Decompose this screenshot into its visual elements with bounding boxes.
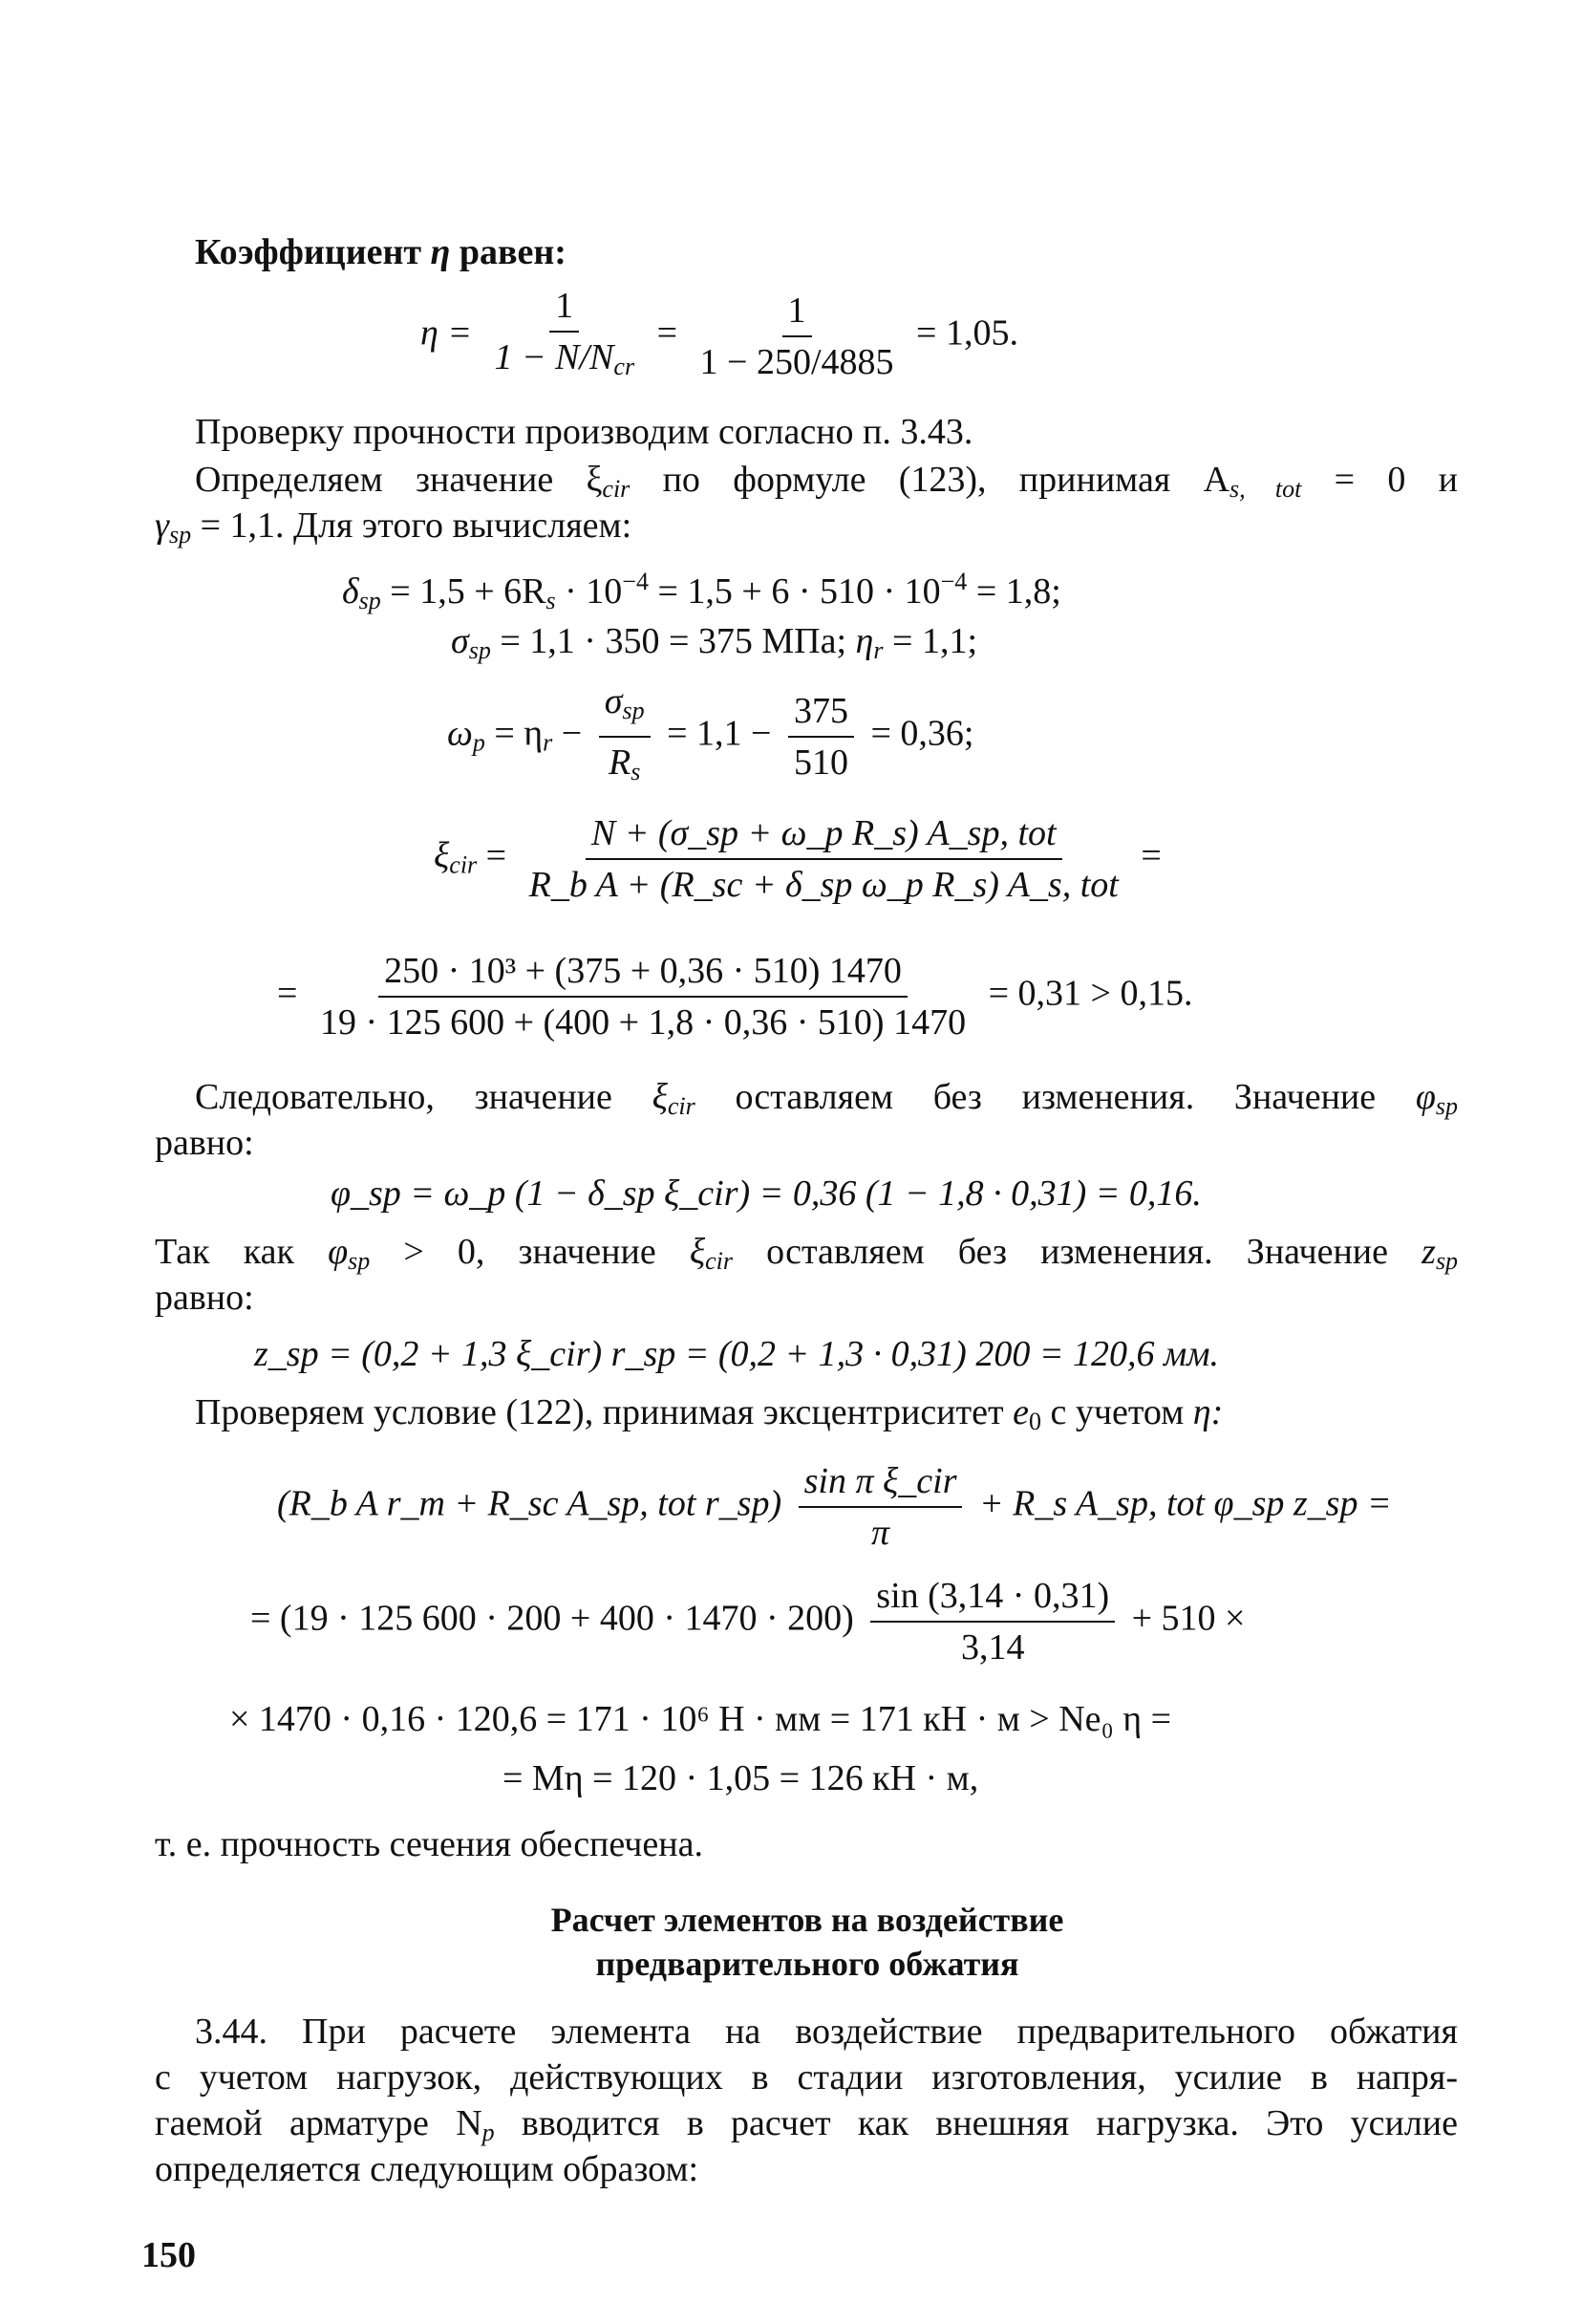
cond2-lhs: = (19 · 125 600 · 200 + 400 · 1470 · 200) (250, 1598, 854, 1639)
xi-den: R_b A + (R_sc + δ_sp ω_p R_s) A_s, tot (528, 865, 1119, 905)
xi-lhs-sub: cir (449, 850, 478, 879)
xi-eq: = (485, 835, 507, 876)
p7-line3-a: гаемой арматуре N (155, 2103, 482, 2143)
condition-line-3: × 1470 · 0,16 · 120,6 = 171 · 10⁶ Н · мм = 171 кН · м > Ne₀ η = (229, 1699, 1172, 1739)
delta-equation (342, 560, 1061, 623)
xi2-result: = 0,31 > 0,15. (988, 973, 1193, 1014)
condition-line-1 (277, 1460, 1392, 1554)
eta-r-sub: r (873, 636, 884, 664)
delta-rhs-b: · 10 (565, 571, 623, 612)
p2-line2-text: = 1,1. Для этого вычисляем: (200, 506, 632, 546)
p5-text-a: Проверяем условие (122), принимая эксцентриситет (195, 1392, 1004, 1432)
p4-phi-sub: sp (348, 1247, 371, 1275)
intro-label: Коэффициент (195, 232, 422, 272)
p3-phi-sub: sp (1435, 1092, 1459, 1120)
eta-frac1-den-text: 1 − N/N (494, 337, 614, 377)
p2-text-b: по формуле (123), принимая A (662, 460, 1230, 500)
xi2-lead: = (277, 973, 298, 1014)
p5-text-b: с учетом (1050, 1392, 1185, 1432)
eta-frac2-num: 1 (782, 290, 812, 337)
cond1-rhs: + R_s A_sp, tot φ_sp z_sp = (978, 1483, 1392, 1524)
p2-text-c: = 0 и (1334, 460, 1458, 500)
omega-f1-num-sub: sp (622, 697, 645, 724)
omega-f1-num (599, 680, 651, 738)
p2-sub-cir: cir (602, 475, 631, 503)
p4-xi-sub: cir (705, 1247, 734, 1275)
cond2-num: sin (3,14 · 0,31) (870, 1575, 1115, 1623)
cond1-fraction (799, 1460, 963, 1554)
omega-fraction-1 (599, 680, 651, 793)
omega-f1-den-text: R (608, 742, 631, 783)
paragraph-344-line4: определяется следующим образом: (155, 2149, 699, 2189)
p3-xi-sub: cir (667, 1092, 695, 1120)
section-heading-line1: Расчет элементов на воздействие (550, 1901, 1064, 1939)
intro-line (195, 229, 567, 275)
section-heading-line2: предварительного обжатия (595, 1945, 1019, 1983)
paragraph-since-line1 (155, 1229, 1458, 1284)
xi2-num: 250 · 10³ + (375 + 0,36 · 510) 1470 (378, 950, 908, 998)
eta-frac1-den-sub: cr (613, 353, 635, 380)
omega-equation (447, 680, 973, 793)
cond1-lhs: (R_b A r_m + R_sc A_sp, tot r_sp) (277, 1483, 782, 1524)
p4-phi: φ (328, 1232, 349, 1272)
gamma-symbol: γ (155, 506, 169, 546)
eta-frac1-den (489, 333, 641, 388)
delta-rhs-sup2: −4 (940, 568, 968, 595)
delta-lhs: δ (342, 571, 359, 612)
p3-xi: ξ (652, 1077, 668, 1117)
delta-lhs-sub: sp (358, 587, 381, 614)
eta-fraction-2 (695, 290, 900, 383)
p3-text-b: оставляем без изменения. Значение (735, 1077, 1377, 1117)
eta-lhs: η = (420, 312, 472, 354)
p7-line3-sub: p (481, 2119, 495, 2146)
omega-mid-sub: r (543, 728, 553, 757)
p4-text-b: > 0, значение (403, 1232, 656, 1272)
delta-rhs-d: = 1,8; (975, 571, 1061, 612)
eta-frac2-den: 1 − 250/4885 (699, 342, 894, 382)
eta-frac1-num: 1 (549, 285, 579, 333)
sigma-lhs: σ (451, 621, 469, 661)
p7-line3-b: вводится в расчет как внешняя нагрузка. Это усилие (521, 2103, 1459, 2143)
z-equation: z_sp = (0,2 + 1,3 ξ_cir) r_sp = (0,2 + 1,3 · 0,31) 200 = 120,6 мм. (254, 1334, 1219, 1374)
xi-num: N + (σ_sp + ω_p R_s) A_sp, tot (586, 812, 1062, 860)
paragraph-344-line1: 3.44. При расчете элемента на воздействие предварительного обжатия (195, 2012, 1458, 2052)
paragraph-344-line2: с учетом нагрузок, действующих в стадии изготовления, усилие в напря- (155, 2057, 1458, 2098)
omega-f2-num: 375 (788, 690, 854, 738)
paragraph-verify (195, 1389, 1223, 1445)
cond2-fraction (870, 1575, 1115, 1668)
sigma-equation (451, 619, 977, 673)
p4-z: z (1422, 1232, 1436, 1272)
p5-e-sub: 0 (1028, 1408, 1041, 1435)
cond2-den: 3,14 (960, 1627, 1025, 1668)
omega-lhs-sub: p (472, 728, 485, 757)
p3-phi: φ (1415, 1077, 1436, 1117)
p4-text-c: оставляем без изменения. Значение (766, 1232, 1389, 1272)
gamma-sub: sp (168, 521, 192, 549)
cond1-den: π (871, 1513, 890, 1553)
omega-eq2: = 1,1 − (667, 713, 772, 754)
omega-mid: = η (494, 713, 544, 754)
delta-rhs-a: = 1,5 + 6R (390, 571, 546, 612)
cond1-num: sin π ξ_cir (799, 1460, 963, 1508)
sigma-lhs-sub: sp (468, 636, 491, 664)
p3-text-a: Следовательно, значение (195, 1077, 612, 1117)
p4-xi: ξ (689, 1232, 706, 1272)
omega-lhs: ω (447, 713, 473, 754)
paragraph-therefore-line2: равно: (155, 1123, 254, 1163)
p2-text-a: Определяем значение ξ (195, 460, 603, 500)
eta-equation (420, 285, 1018, 388)
omega-f1-num-text: σ (604, 681, 623, 721)
intro-suffix: равен: (459, 232, 567, 272)
omega-fraction-2 (788, 690, 854, 784)
sigma-rhs: = 1,1 · 350 = 375 МПа; (500, 621, 847, 661)
p4-text-a: Так как (155, 1232, 294, 1272)
omega-f1-den (603, 738, 646, 793)
eta-symbol: η (430, 232, 451, 272)
eta-fraction-1 (489, 285, 641, 388)
xi-numeric (277, 950, 1192, 1044)
condition-line-4: = Mη = 120 · 1,05 = 126 кН · м, (502, 1758, 979, 1798)
omega-f1-den-sub: s (631, 758, 641, 785)
p2-sub-stot: s, tot (1229, 475, 1302, 503)
omega-minus: − (561, 713, 583, 754)
xi2-den: 19 · 125 600 + (400 + 1,8 · 0,36 · 510) 1470 (319, 1002, 967, 1043)
omega-f2-den: 510 (793, 742, 848, 783)
delta-rhs-sup: −4 (622, 568, 649, 595)
paragraph-since-line2: равно: (155, 1278, 254, 1318)
p4-z-sub: sp (1435, 1247, 1459, 1275)
p5-e: e (1013, 1392, 1029, 1432)
xi-tail: = (1141, 835, 1162, 876)
equals-sign: = (656, 312, 678, 354)
delta-rhs-sub: s (545, 587, 556, 614)
paragraph-therefore-line1 (195, 1074, 1458, 1130)
condition-line-2 (250, 1575, 1245, 1668)
paragraph-determine-line2 (155, 503, 631, 558)
phi-equation: φ_sp = ω_p (1 − δ_sp ξ_cir) = 0,36 (1 − 1,8 · 0,31) = 0,16. (331, 1173, 1202, 1214)
page-number: 150 (141, 2235, 196, 2275)
xi-fraction (524, 812, 1124, 906)
omega-result: = 0,36; (870, 713, 974, 754)
cond2-rhs: + 510 × (1131, 1598, 1246, 1639)
xi2-fraction (314, 950, 972, 1044)
xi-formula (434, 812, 1162, 906)
eta-r-symbol: η (855, 621, 874, 661)
eta-r-value: = 1,1; (892, 621, 978, 661)
delta-rhs-c: = 1,5 + 6 · 510 · 10 (657, 571, 941, 612)
paragraph-check: Проверку прочности производим согласно п. 3.43. (195, 412, 973, 452)
xi-lhs: ξ (434, 835, 450, 876)
p5-eta: η: (1192, 1392, 1224, 1432)
eta-result: = 1,05. (916, 312, 1018, 354)
paragraph-conclusion: т. е. прочность сечения обеспечена. (155, 1824, 703, 1864)
